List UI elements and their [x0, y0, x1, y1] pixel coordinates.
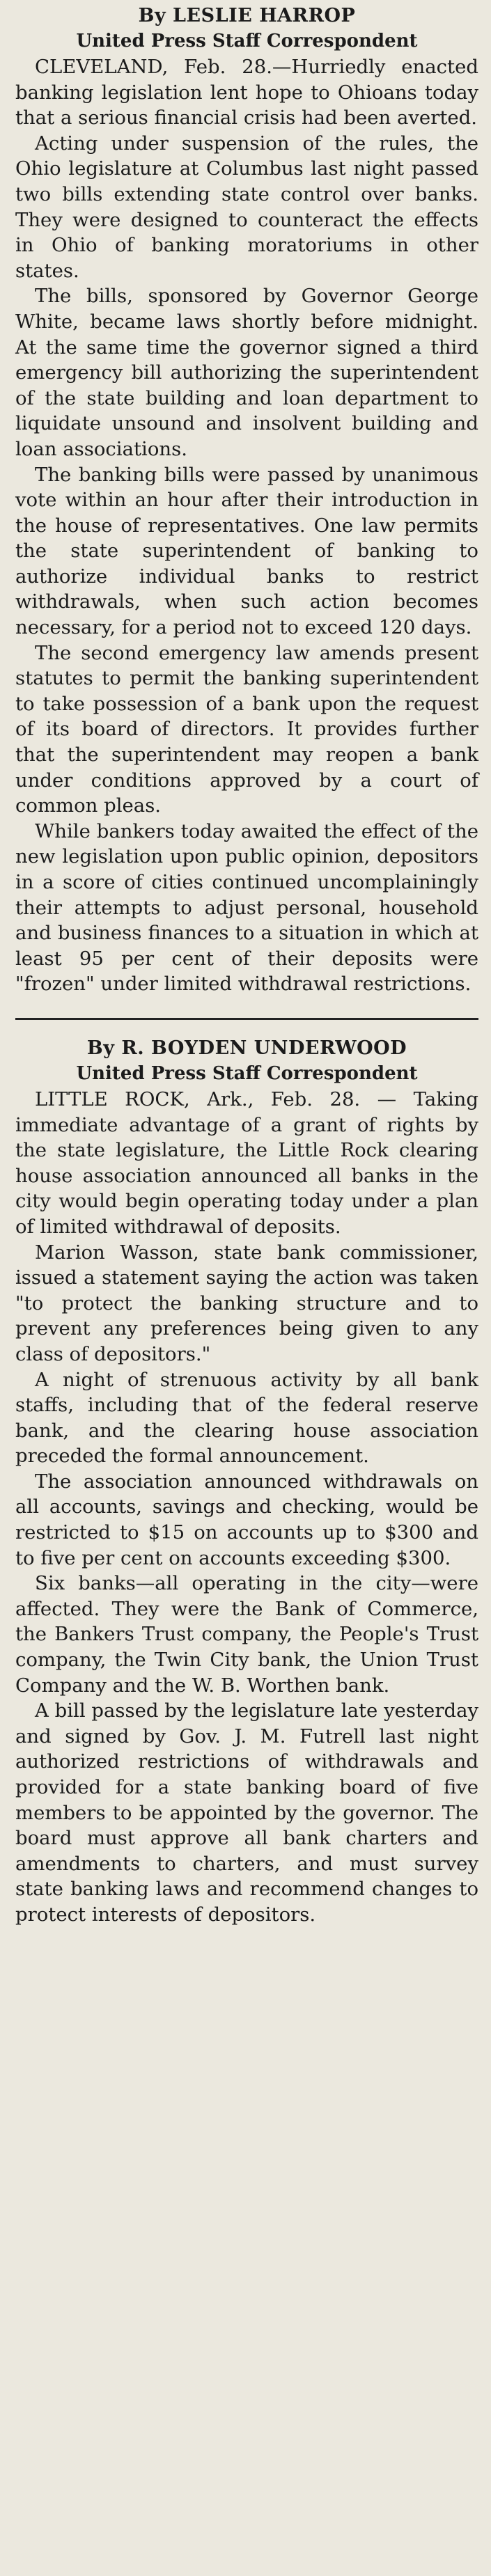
paragraph: Six banks—all operating in the city—were affected. They were the Bank of Commerce, the Bankers Trust company, the People's Trust company, the Twin City bank, the Union Trust Company and the W. B. Worthen bank. [15, 1572, 478, 1697]
paragraph: While bankers today awaited the effect of the new legislation upon public opinion, depositors in a score of cities continued uncomplainingly their attempts to adjust personal, household and business finances to a situation in which at least 95 per cent of their deposits were "frozen" under limited withdrawal restrictions. [15, 819, 478, 996]
story-divider [15, 1018, 478, 1020]
credit-line: United Press Staff Correspondent [76, 31, 418, 52]
credit-line: United Press Staff Correspondent [76, 1062, 418, 1084]
byline: By R. BOYDEN UNDERWOOD [86, 1037, 407, 1059]
paragraph: LITTLE ROCK, Ark., Feb. 28. — Taking immediate advantage of a grant of rights by the state legislature, the Little Rock clearing house association announced all banks in the city would begin operating today under a plan of limited withdrawal of deposits. [15, 1087, 478, 1238]
paragraph: The bills, sponsored by Governor George White, became laws shortly before midnight. At the same time the governor signed a third emergency bill authorizing the superintendent of the state building and loan department to liquidate unsound and insolvent building and loan associations. [15, 285, 478, 460]
paragraph: Acting under suspension of the rules, the Ohio legislature at Columbus last night passed two bills extending state control over banks. They were designed to counteract the effects in Ohio of banking moratoriums in other states. [15, 132, 478, 282]
paragraph: The banking bills were passed by unanimous vote within an hour after their introduction in the house of representatives. One law permits the state superintendent of banking to authorize individual banks to restrict withdrawals, when such action becomes necessary, for a period not to exceed 120 days. [15, 463, 478, 639]
paragraph: A bill passed by the legislature late yesterday and signed by Gov. J. M. Futrell last night authorized restrictions of withdrawals and provided for a state banking board of five members to be appointed by the governor. The board must approve all bank charters and amendments to charters, and must survey state banking laws and recommend changes to protect interests of depositors. [15, 1699, 478, 1926]
byline: By LESLIE HARROP [138, 5, 356, 26]
paragraph: A night of strenuous activity by all bank staffs, including that of the federal reserve bank, and the clearing house association preceded the formal announcement. [15, 1368, 478, 1468]
paragraph: Marion Wasson, state bank commissioner, issued a statement saying the action was taken "to protect the banking structure and to prevent any preferences being given to any class of depositors." [15, 1241, 478, 1365]
paragraph: The second emergency law amends present statutes to permit the banking superintendent to take possession of a bank upon the request of its board of directors. It provides further that the superintendent may reopen a bank under conditions approved by a court of common pleas. [15, 641, 478, 817]
paragraph: CLEVELAND, Feb. 28.—Hurriedly enacted banking legislation lent hope to Ohioans today that a serious financial crisis had been averted. [15, 56, 478, 129]
paragraph: The association announced withdrawals on all accounts, savings and checking, would be restricted to $15 on accounts up to $300 and to five per cent on accounts exceeding $300. [15, 1470, 478, 1569]
story-cleveland [15, 3, 478, 997]
story-little-rock [15, 1035, 478, 1928]
